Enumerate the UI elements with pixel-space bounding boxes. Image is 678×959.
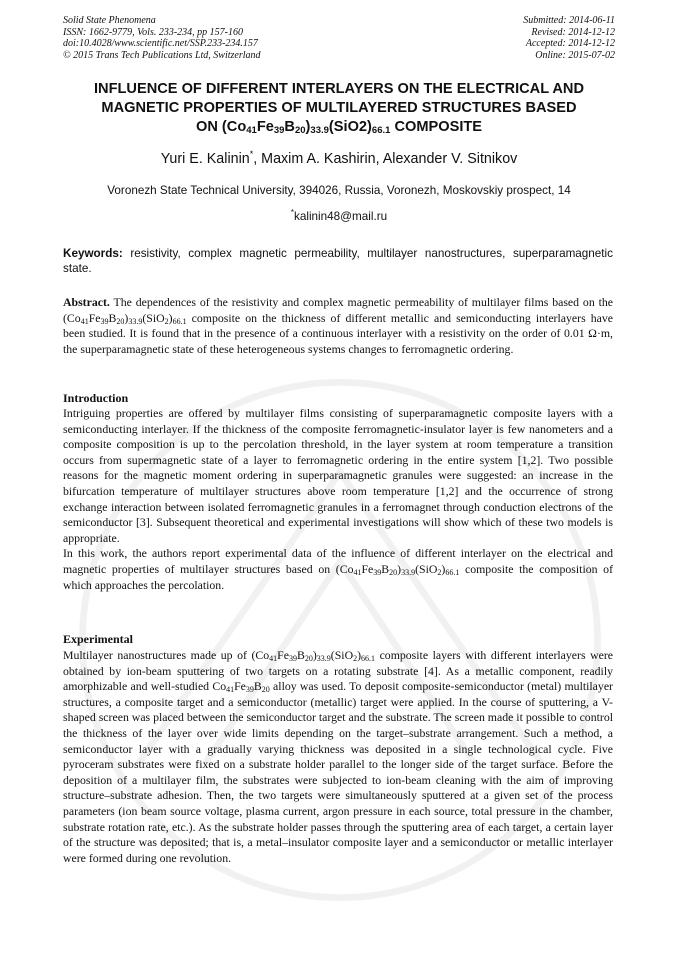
issn-line: ISSN: 1662-9779, Vols. 233-234, pp 157-160: [63, 26, 243, 38]
co-authors: , Maxim A. Kashirin, Alexander V. Sitnikov: [253, 151, 518, 167]
author-list: [40, 150, 638, 168]
copyright-line: © 2015 Trans Tech Publications Ltd, Switzerland: [63, 49, 261, 61]
keywords: [63, 247, 613, 276]
introduction-paragraph-2: In this work, the authors report experimental data of the influence of different interlayer on the electrical and magnetic properties of multilayer structures based on $(Co_{41}Fe_{39}B_{20})_{33.9}(SiO_2)_{66.1}$ composite the composition of which approaches the percolation.: [63, 546, 613, 592]
experimental-paragraph: Multilayer nanostructures made up of $(Co_{41}Fe_{39}B_{20})_{33.9}(SiO_2)_{66.1}$ composite layers with different interlayers were obtained by ion-beam sputtering of two targets on a rotating substrate [4]. As a metallic component, readily amorphizable and well-studied $Co_{41}Fe_{39}B_{20}$ alloy was used. To deposit composite-semiconductor (metal) multilayer structures, a composite target and a semiconductor (metallic) target were applied. In the course of sputtering, a V-shaped screen was placed between the semiconductor target and the substrate. The screen made it possible to control the thickness of the layer over wide limits depending on the target–substrate arrangement. Such a method, a semiconductor layer with a gradually varying thickness was deposited in a single technological cycle. Five pyroceram substrates were fixed on a substrate holder parallel to the longer side of the target surface. Before the deposition of a multilayer film, the substrates were subjected to ion-beam cleaning with the aim of improving structure–substrate adhesion. Then, the two targets were simultaneously sputtered at a given set of the process parameters (ion beam source voltage, plasma current, argon pressure in each source, total pressure in the chamber, substrate rotation rate, etc.). As the substrate holder passes through the sputtering area of each target, a certain layer of the structure was deposited; that is, a metal–insulator composite layer and a semiconductor or metallic interlayer were formed during one revolution.: [63, 648, 614, 865]
title-line-2: MAGNETIC PROPERTIES OF MULTILAYERED STRUCTURES BASED: [101, 100, 577, 116]
title-line-1: INFLUENCE OF DIFFERENT INTERLAYERS ON THE ELECTRICAL AND: [94, 81, 584, 97]
publication-dates: [523, 15, 615, 61]
accepted-date: Accepted: 2014-12-12: [525, 38, 615, 50]
introduction-paragraph-1: Intriguing properties are offered by multilayer films consisting of superparamagnetic composite layers with a semiconducting interlayer. If the thickness of the composite ferromagnetic-insulator layer is few nanometers and a composite composition is up to the percolation threshold, in the layer system at room temperature a transition occurs from supermagnetic state of a layer to ferromagnetic ordering in the entire system [1,2]. Two possible reasons for the magnetic moment ordering in superparamagnetic granules were suggested: an increase in the bifurcation temperature of multilayer structures above room temperature [1,2] and the occurrence of strong exchange interaction between isolated ferromagnetic granules in a ferromagnet through conduction electrons of the semiconductor [3]. Subsequent theoretical and experimental investigations will show which of these two models is appropriate.: [63, 406, 613, 545]
email-address[interactable]: kalinin48@mail.ru: [294, 210, 388, 223]
journal-name: Solid State Phenomena: [63, 15, 156, 26]
experimental-heading: Experimental: [63, 632, 133, 646]
affiliation: Voronezh State Technical University, 394026, Russia, Voronezh, Moskovskiy prospect, 14: [107, 184, 571, 197]
revised-date: Revised: 2014-12-12: [531, 26, 615, 38]
experimental-section: [63, 632, 613, 648]
online-date: Online: 2015-07-02: [535, 49, 615, 61]
introduction-section: [63, 391, 613, 407]
introduction-heading: Introduction: [63, 391, 129, 405]
corresponding-mark: *: [249, 149, 254, 159]
abstract-label: Abstract.: [63, 295, 110, 309]
abstract: Abstract. The dependences of the resistivity and complex magnetic permeability of multilayer films based on the $(Co_{41}Fe_{39}B_{20})_{33.9}(SiO_2)_{66.1}$ composite on the thickness of different metallic and semiconducting interlayers have been studied. It is found that in the presence of a continuous interlayer with a resistivity on the order of 0.01 Ω·m, the superparamagnetic state of these heterogeneous systems changes to ferromagnetic ordering.: [63, 295, 613, 356]
corresponding-email: *kalinin48@mail.ru: [290, 208, 388, 223]
corresponding-author: Yuri E. Kalinin: [160, 151, 250, 167]
experimental-body: [63, 648, 613, 866]
introduction-body: [63, 406, 613, 593]
submitted-date: Submitted: 2014-06-11: [523, 15, 615, 26]
keywords-label: Keywords:: [63, 247, 123, 260]
doi-line: doi:10.4028/www.scientific.net/SSP.233-234.157: [63, 38, 258, 50]
journal-info: [63, 15, 261, 61]
paper-title: [40, 80, 638, 137]
title-line-3: ON $(Co_{41}Fe_{39}B_{20})_{33.9}(SiO2)_{66.1}$ COMPOSITE: [195, 119, 483, 136]
keywords-text: resistivity, complex magnetic permeability, multilayer nanostructures, superparamagnetic state.: [63, 247, 613, 275]
